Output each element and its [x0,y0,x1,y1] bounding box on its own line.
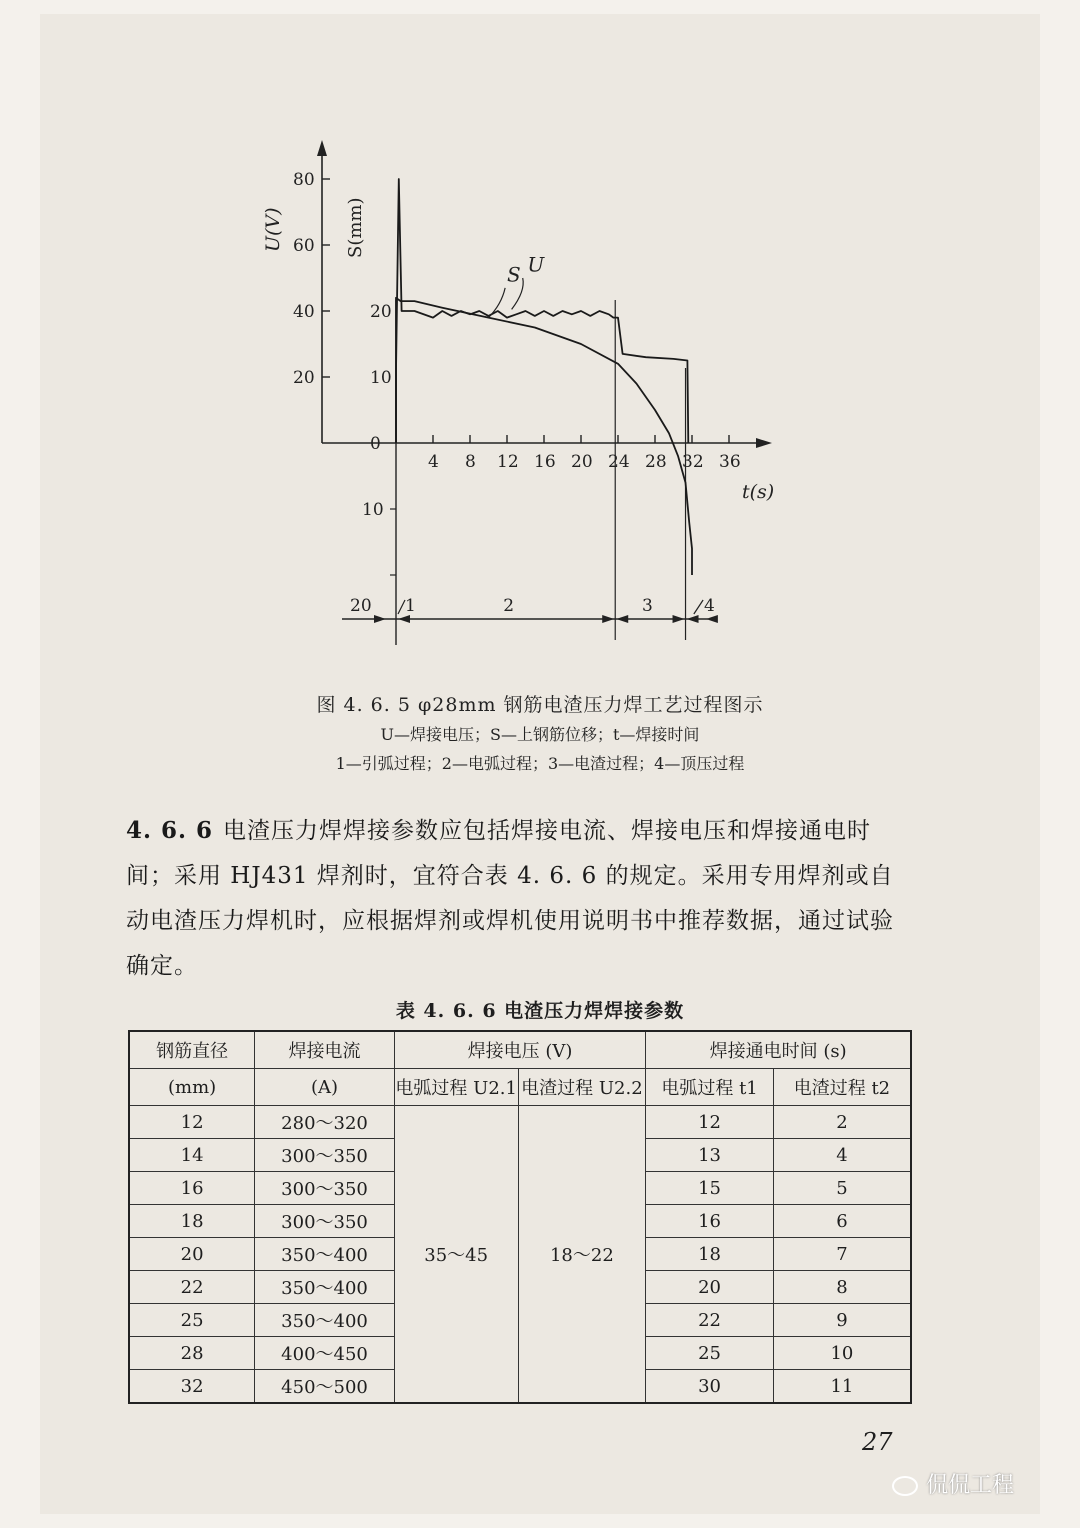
header-voltage-slag: 电渣过程 U2.2 [518,1069,646,1106]
cell-time-arc: 16 [646,1205,774,1238]
cell-current: 280～320 [255,1106,395,1139]
series-s-leader [489,288,506,318]
cell-current: 300～350 [255,1139,395,1172]
phase-left-value: 20 [350,596,372,616]
header-current-unit: (A) [255,1069,395,1106]
welding-parameter-table [128,1030,912,1404]
table-body [129,1106,911,1404]
u-tick-label: 20 [293,368,315,388]
cell-time-slag: 4 [773,1139,911,1172]
cell-time-slag: 7 [773,1238,911,1271]
t-tick-label: 28 [645,452,667,472]
phase-arrow [398,615,410,623]
u-tick-label: 80 [293,170,315,190]
t-tick-label: 32 [682,452,704,472]
cell-time-slag: 2 [773,1106,911,1139]
t-tick-label: 16 [534,452,556,472]
series-u-label: U [527,252,545,277]
phase-label-1: 1 [405,596,416,616]
cell-time-slag: 10 [773,1337,911,1370]
header-time: 焊接通电时间 (s) [646,1031,911,1069]
cell-time-arc: 30 [646,1370,774,1404]
cell-diameter: 28 [129,1337,255,1370]
cell-voltage-arc: 35～45 [394,1106,518,1404]
page-number: 27 [862,1428,893,1456]
t-tick-label: 4 [428,452,439,472]
cell-diameter: 18 [129,1205,255,1238]
cell-diameter: 22 [129,1271,255,1304]
cell-time-slag: 11 [773,1370,911,1404]
t-tick-label: 8 [465,452,476,472]
phase-label-2: 2 [503,596,515,616]
cell-time-slag: 9 [773,1304,911,1337]
cell-current: 300～350 [255,1172,395,1205]
figure-title: 图 4. 6. 5 φ28mm 钢筋电渣压力焊工艺过程图示 [316,694,764,716]
t-tick-label: 36 [719,452,741,472]
t-tick-label: 20 [571,452,593,472]
cell-diameter: 25 [129,1304,255,1337]
s-tick-label: 20 [370,302,392,322]
t-axis-label: t(s) [742,481,775,503]
clause-text: 电渣压力焊焊接参数应包括焊接电流、焊接电压和焊接通电时间；采用 HJ431 焊剂时，宜符合表 4. 6. 6 的规定。采用专用焊剂或自动电渣压力焊机时，应根据焊剂或焊机使用说明书中推荐数据，通过试验确定。 [126,818,894,979]
phase-leader [398,600,405,614]
cell-current: 350～400 [255,1304,395,1337]
header-voltage: 焊接电压 (V) [394,1031,645,1069]
cell-current: 350～400 [255,1238,395,1271]
u-tick-label: 60 [293,236,315,256]
cell-diameter: 16 [129,1172,255,1205]
figure-legend-1: U—焊接电压；S—上钢筋位移；t—焊接时间 [380,725,700,744]
process-chart [0,0,1080,700]
phase-arrow [616,615,628,623]
cell-current: 400～450 [255,1337,395,1370]
clause-number: 4. 6. 6 [126,817,214,844]
s-tick-label: 10 [362,500,384,520]
cell-current: 300～350 [255,1205,395,1238]
cell-current: 450～500 [255,1370,395,1404]
header-voltage-arc: 电弧过程 U2.1 [394,1069,518,1106]
u-tick-label: 40 [293,302,315,322]
cell-diameter: 12 [129,1106,255,1139]
chart-series [396,179,692,575]
wechat-icon [892,1476,918,1496]
cell-time-slag: 5 [773,1172,911,1205]
phase-arrow [706,615,718,623]
s-tick-label: 10 [370,368,392,388]
phase-arrow [374,615,386,623]
phase-label-4: 4 [704,596,715,616]
figure-legend-2-wrap [0,751,1080,774]
header-time-arc: 电弧过程 t1 [646,1069,774,1106]
watermark [892,1468,1014,1499]
header-time-slag: 电渣过程 t2 [773,1069,911,1106]
cell-time-arc: 18 [646,1238,774,1271]
u-axis-label: U(V) [262,207,284,252]
series-s-label: S [507,262,521,287]
chart-phases [342,596,718,623]
u-axis-arrow [317,140,327,156]
figure-caption [0,690,1080,717]
phase-leader [694,600,703,614]
watermark-text: 侃侃工程 [926,1473,1015,1498]
cell-current: 350～400 [255,1271,395,1304]
cell-diameter: 32 [129,1370,255,1404]
clause-paragraph [126,808,916,989]
phase-arrow [602,615,614,623]
cell-time-arc: 20 [646,1271,774,1304]
figure-legend-2: 1—引弧过程；2—电弧过程；3—电渣过程；4—顶压过程 [335,754,745,773]
s-tick-label: 0 [370,434,381,454]
figure-legend-1-wrap [0,722,1080,745]
cell-time-slag: 8 [773,1271,911,1304]
phase-label-3: 3 [642,596,653,616]
t-axis-arrow [756,438,772,448]
cell-voltage-slag: 18～22 [518,1106,646,1404]
cell-time-arc: 12 [646,1106,774,1139]
cell-time-arc: 25 [646,1337,774,1370]
header-diameter: 钢筋直径 [129,1031,255,1069]
chart-axes [262,140,774,645]
cell-time-slag: 6 [773,1205,911,1238]
cell-diameter: 14 [129,1139,255,1172]
header-current: 焊接电流 [255,1031,395,1069]
cell-time-arc: 15 [646,1172,774,1205]
t-tick-label: 24 [608,452,630,472]
t-tick-label: 12 [497,452,519,472]
cell-time-arc: 22 [646,1304,774,1337]
table-title: 表 4. 6. 6 电渣压力焊焊接参数 [395,1000,685,1022]
table-row [129,1106,911,1139]
phase-arrow [687,615,699,623]
phase-arrow [673,615,685,623]
cell-diameter: 20 [129,1238,255,1271]
s-axis-label: S(mm) [345,197,366,258]
series-u-line [396,179,688,443]
cell-time-arc: 13 [646,1139,774,1172]
header-diameter-unit: (mm) [129,1069,255,1106]
